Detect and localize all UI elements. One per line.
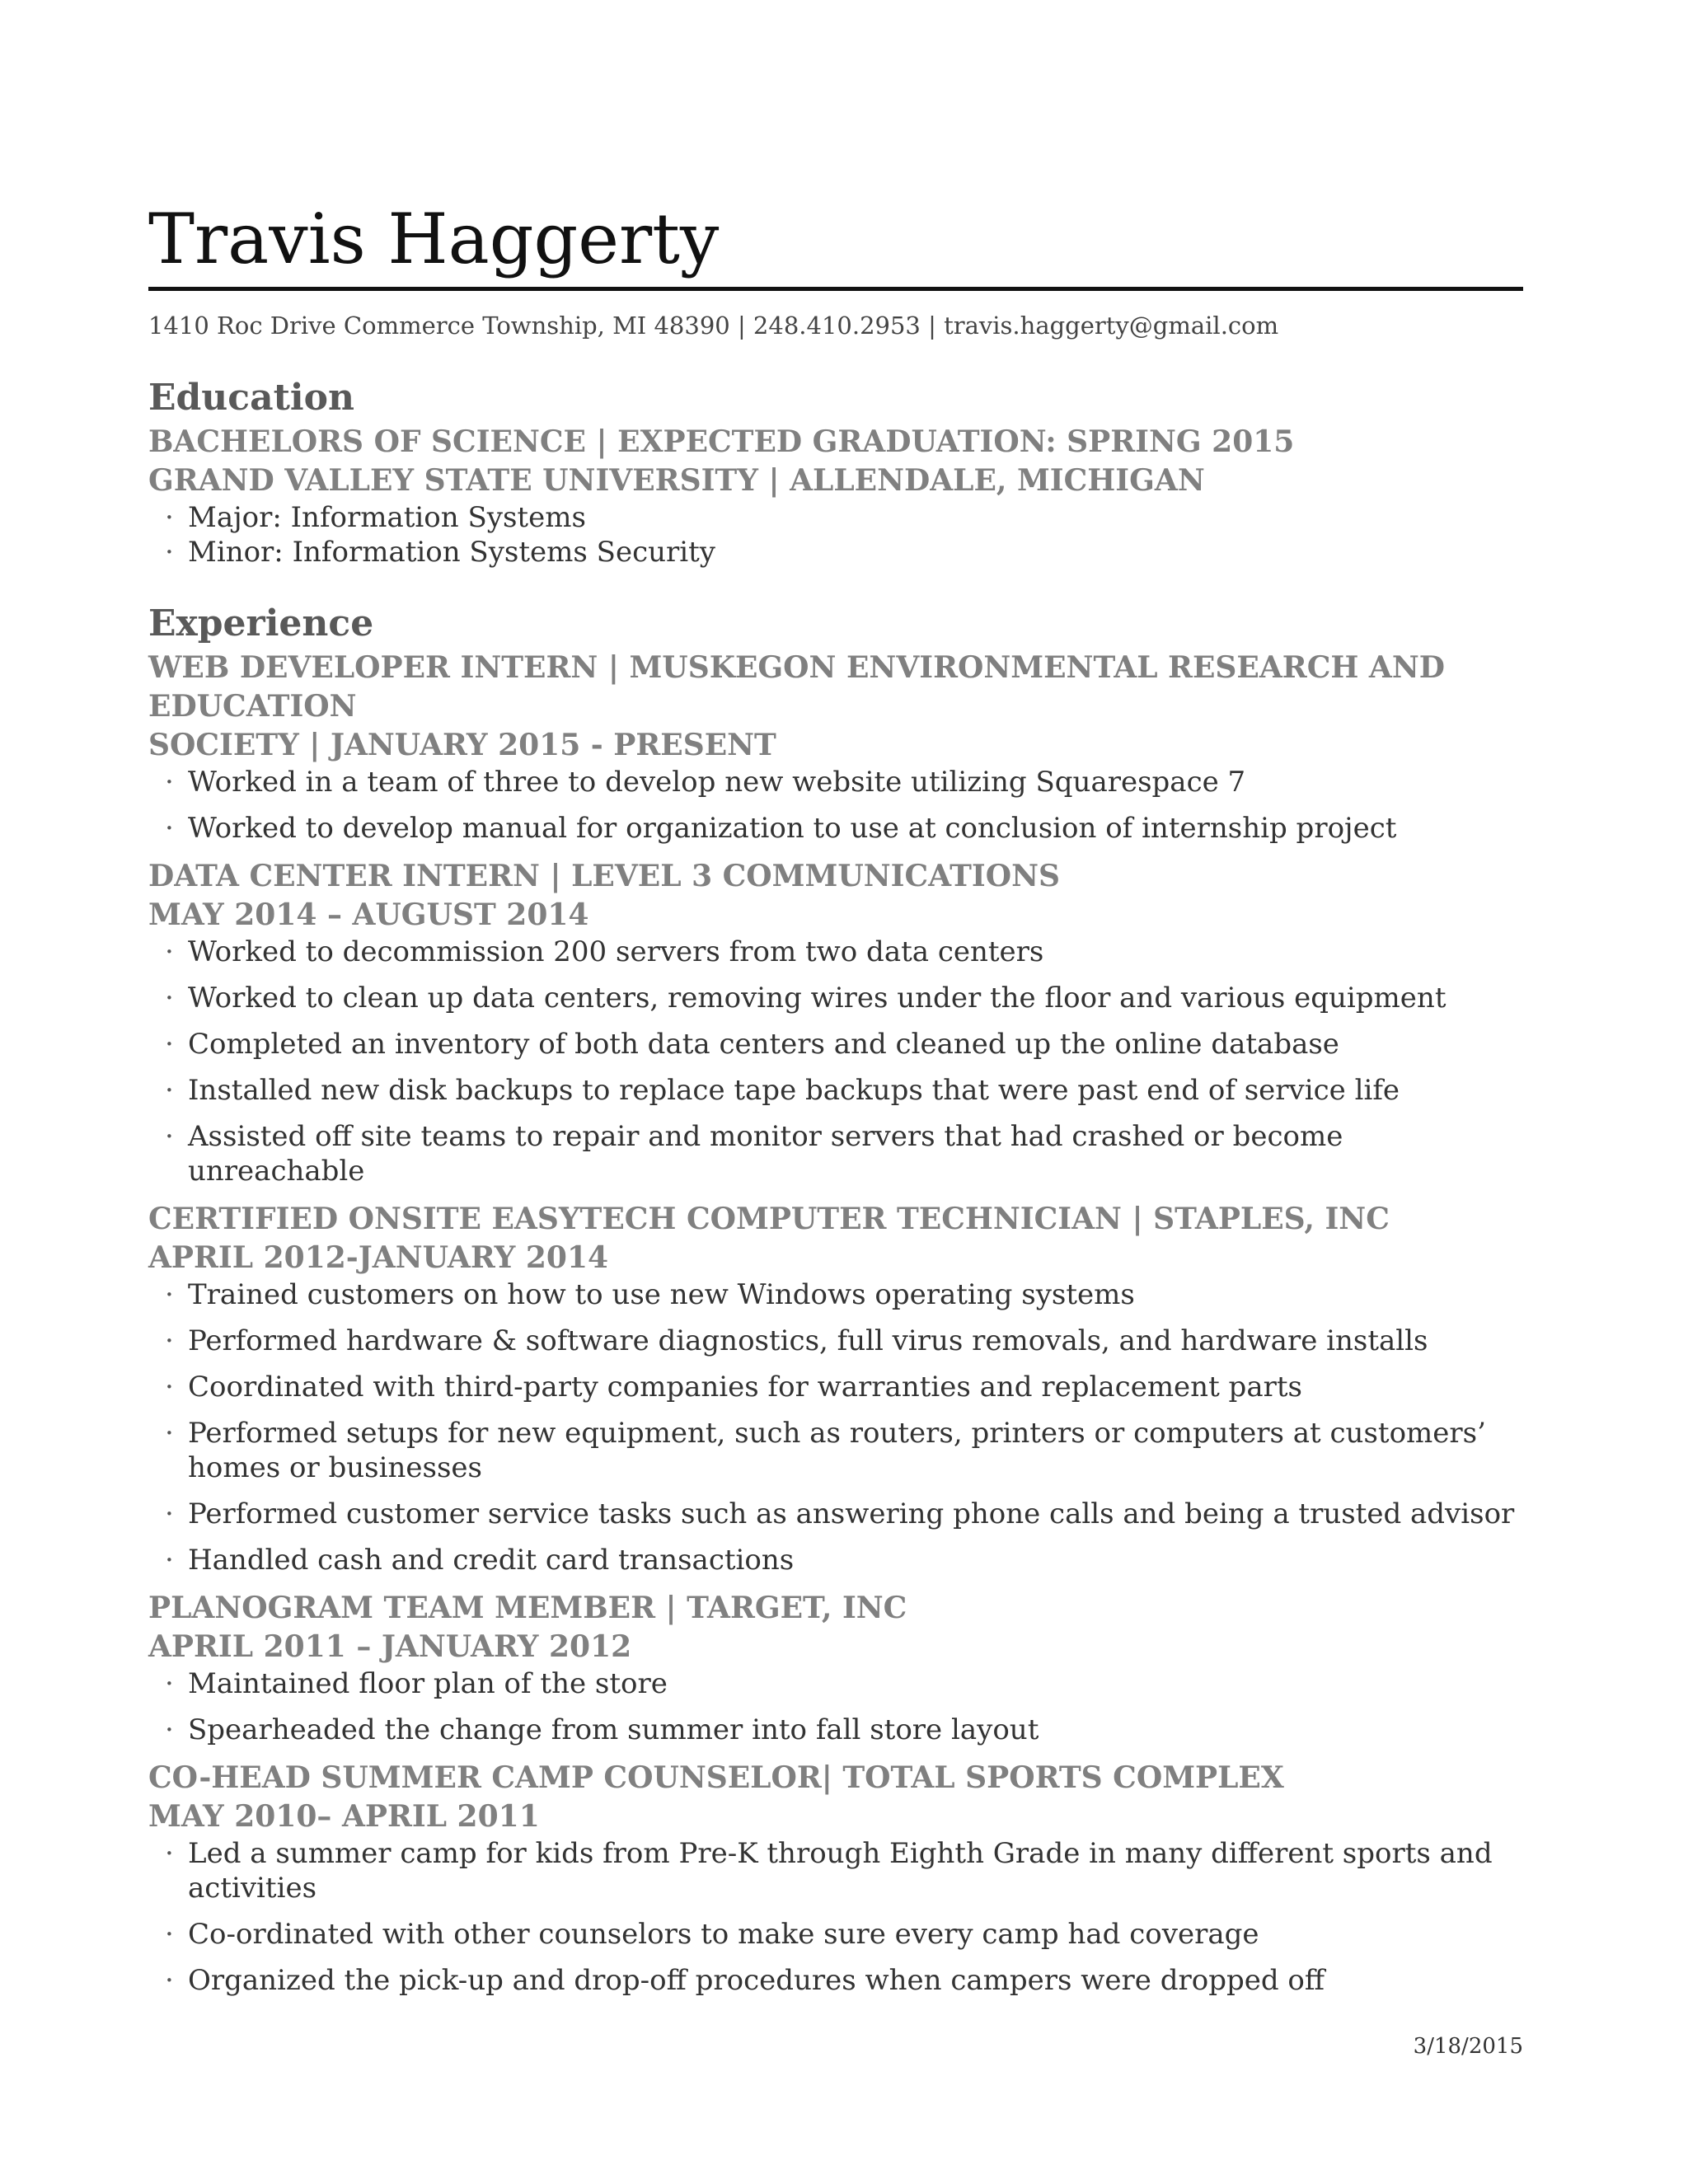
list-item	[148, 1836, 1523, 1905]
bullet-icon: ·	[165, 501, 174, 534]
bullet-text: Spearheaded the change from summer into fall store layout	[188, 1713, 1039, 1746]
list-item	[148, 1497, 1523, 1531]
list-item	[148, 1666, 1523, 1701]
bullet-text: Led a summer camp for kids from Pre-K through Eighth Grade in many different sports and activities	[188, 1837, 1493, 1905]
list-item	[148, 535, 1523, 569]
bullet-icon: ·	[165, 812, 174, 845]
job-bullets	[148, 1666, 1523, 1747]
job-bullets	[148, 935, 1523, 1188]
bullet-text: Worked to develop manual for organization to use at conclusion of internship project	[188, 812, 1397, 845]
job-bullets	[148, 1836, 1523, 1998]
school-line: GRAND VALLEY STATE UNIVERSITY | ALLENDALE, MICHIGAN	[148, 463, 1205, 498]
bullet-icon: ·	[165, 1497, 174, 1530]
list-item	[148, 981, 1523, 1015]
list-item	[148, 1713, 1523, 1747]
bullet-icon: ·	[165, 766, 174, 799]
bullet-text: Installed new disk backups to replace tape backups that were past end of service life	[188, 1074, 1400, 1107]
bullet-text: Organized the pick-up and drop-off procedures when campers were dropped off	[188, 1964, 1325, 1997]
bullet-text: Worked to clean up data centers, removing wires under the floor and various equipment	[188, 982, 1447, 1015]
bullet-text: Assisted off site teams to repair and monitor servers that had crashed or become unreachable	[188, 1120, 1343, 1188]
bullet-icon: ·	[165, 1120, 174, 1153]
bullet-text: Minor: Information Systems Security	[188, 536, 716, 569]
experience-entry	[148, 1200, 1523, 1577]
bullet-text: Completed an inventory of both data centers and cleaned up the online database	[188, 1028, 1339, 1061]
job-date-line: MAY 2010– APRIL 2011	[148, 1799, 540, 1834]
footer-date: 3/18/2015	[1413, 2034, 1523, 2059]
bullet-icon: ·	[165, 1918, 174, 1951]
list-item	[148, 1119, 1523, 1188]
bullet-text: Worked to decommission 200 servers from two data centers	[188, 935, 1044, 968]
bullet-icon: ·	[165, 1544, 174, 1577]
candidate-name: Travis Haggerty	[148, 199, 720, 279]
education-heading: Education	[148, 377, 354, 419]
bullet-icon: ·	[165, 1713, 174, 1746]
header-divider	[148, 287, 1523, 291]
list-item	[148, 935, 1523, 969]
list-item	[148, 1277, 1523, 1312]
contact-info: 1410 Roc Drive Commerce Township, MI 48390 | 248.410.2953 | travis.haggerty@gmail.com	[148, 312, 1279, 340]
job-title-line: CO-HEAD SUMMER CAMP COUNSELOR| TOTAL SPORTS COMPLEX	[148, 1760, 1284, 1795]
list-item	[148, 1027, 1523, 1062]
bullet-text: Coordinated with third-party companies for warranties and replacement parts	[188, 1371, 1302, 1404]
bullet-icon: ·	[165, 1417, 174, 1450]
list-item	[148, 811, 1523, 846]
experience-entry	[148, 1589, 1523, 1747]
bullet-text: Co-ordinated with other counselors to make sure every camp had coverage	[188, 1918, 1259, 1951]
bullet-icon: ·	[165, 1667, 174, 1700]
bullet-icon: ·	[165, 1074, 174, 1107]
list-item	[148, 1370, 1523, 1404]
education-section	[148, 375, 1523, 569]
job-title-line: PLANOGRAM TEAM MEMBER | TARGET, INC	[148, 1591, 907, 1625]
bullet-icon: ·	[165, 935, 174, 968]
list-item	[148, 500, 1523, 535]
job-date-line: SOCIETY | JANUARY 2015 - PRESENT	[148, 728, 776, 762]
job-date-line: MAY 2014 – AUGUST 2014	[148, 898, 589, 932]
experience-entry	[148, 857, 1523, 1188]
bullet-icon: ·	[165, 1837, 174, 1870]
list-item	[148, 1963, 1523, 1998]
job-title-line: CERTIFIED ONSITE EASYTECH COMPUTER TECHNICIAN | STAPLES, INC	[148, 1202, 1390, 1236]
bullet-text: Maintained floor plan of the store	[188, 1667, 668, 1700]
bullet-icon: ·	[165, 1028, 174, 1061]
education-bullets	[148, 500, 1523, 569]
job-date-line: APRIL 2011 – JANUARY 2012	[148, 1629, 632, 1664]
bullet-icon: ·	[165, 1278, 174, 1311]
experience-entry	[148, 649, 1523, 846]
job-date-line: APRIL 2012-JANUARY 2014	[148, 1240, 609, 1275]
job-title-line: WEB DEVELOPER INTERN | MUSKEGON ENVIRONMENTAL RESEARCH AND EDUCATION	[148, 650, 1445, 724]
bullet-icon: ·	[165, 1324, 174, 1357]
experience-entry	[148, 1759, 1523, 1998]
bullet-text: Handled cash and credit card transactions	[188, 1544, 795, 1577]
job-bullets	[148, 1277, 1523, 1577]
bullet-icon: ·	[165, 536, 174, 569]
list-item	[148, 1416, 1523, 1485]
experience-section	[148, 601, 1523, 1998]
education-entry	[148, 423, 1523, 569]
bullet-text: Performed setups for new equipment, such as routers, printers or computers at customers’ homes or businesses	[188, 1417, 1486, 1484]
list-item	[148, 1324, 1523, 1358]
bullet-text: Performed customer service tasks such as answering phone calls and being a trusted advisor	[188, 1497, 1515, 1530]
bullet-text: Worked in a team of three to develop new website utilizing Squarespace 7	[188, 766, 1246, 799]
bullet-icon: ·	[165, 982, 174, 1015]
list-item	[148, 1073, 1523, 1108]
job-bullets	[148, 765, 1523, 846]
resume-page	[148, 198, 1523, 1998]
experience-heading: Experience	[148, 602, 374, 644]
bullet-icon: ·	[165, 1371, 174, 1404]
bullet-text: Trained customers on how to use new Windows operating systems	[188, 1278, 1135, 1311]
list-item	[148, 765, 1523, 799]
bullet-text: Performed hardware & software diagnostics, full virus removals, and hardware installs	[188, 1324, 1428, 1357]
degree-line: BACHELORS OF SCIENCE | EXPECTED GRADUATION: SPRING 2015	[148, 424, 1295, 459]
list-item	[148, 1543, 1523, 1577]
job-title-line: DATA CENTER INTERN | LEVEL 3 COMMUNICATIONS	[148, 859, 1061, 893]
list-item	[148, 1917, 1523, 1952]
bullet-icon: ·	[165, 1964, 174, 1997]
bullet-text: Major: Information Systems	[188, 501, 586, 534]
